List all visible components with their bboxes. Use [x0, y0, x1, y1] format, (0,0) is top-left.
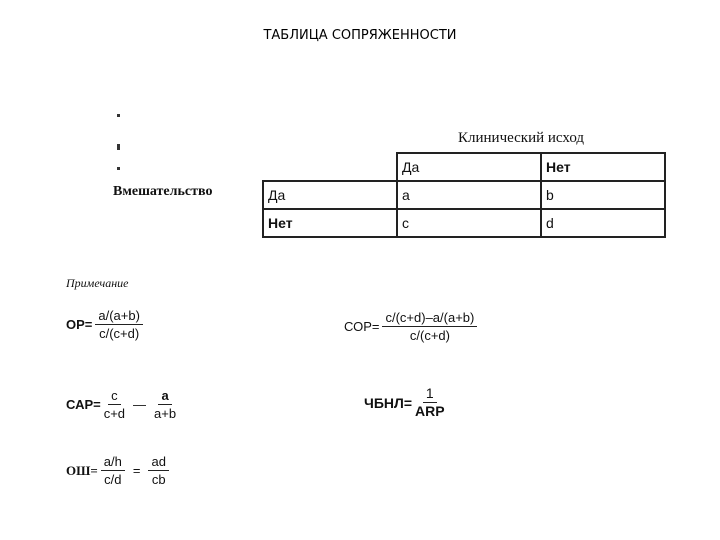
denominator: cb	[151, 472, 166, 487]
fraction	[104, 388, 125, 421]
formula-label: САР=	[66, 397, 101, 412]
fraction	[415, 386, 445, 419]
formula-number-needed-to-treat	[364, 386, 445, 419]
column-group-header: Клинический исход	[458, 130, 585, 146]
denominator: ARP	[415, 403, 445, 419]
numerator: ad	[148, 454, 168, 471]
numerator: 1	[423, 386, 437, 403]
formula-relative-risk-reduction	[344, 310, 477, 343]
formula-relative-risk	[66, 308, 143, 341]
row-header-no: Нет	[263, 209, 397, 237]
numerator: a	[158, 388, 171, 405]
column-header-yes: Да	[397, 153, 541, 181]
cell-c: c	[397, 209, 541, 237]
denominator: c/(c+d)	[99, 326, 140, 341]
formula-label: ЧБНЛ=	[364, 394, 413, 411]
numerator: a/h	[101, 454, 125, 471]
denominator: a+b	[154, 406, 177, 421]
fraction	[154, 388, 176, 421]
table-row	[263, 209, 665, 237]
formula-label: СОР=	[344, 319, 380, 334]
bullet-mark	[117, 167, 120, 170]
note-label: Примечание	[66, 276, 129, 290]
fraction	[382, 310, 477, 343]
formula-label: ОР=	[66, 317, 93, 332]
equals-sign: =	[132, 463, 141, 478]
contingency-table	[262, 152, 666, 238]
cell-b: b	[541, 181, 665, 209]
table-row	[263, 181, 665, 209]
numerator: c	[108, 388, 121, 405]
fraction	[101, 454, 125, 487]
minus-sign: —	[133, 397, 147, 412]
formula-label: ОШ=	[66, 462, 98, 478]
cell-a: a	[397, 181, 541, 209]
denominator: c+d	[103, 406, 126, 421]
bullet-mark	[117, 144, 120, 150]
fraction	[148, 454, 168, 487]
formula-odds-ratio	[66, 454, 169, 487]
row-header-yes: Да	[263, 181, 397, 209]
bullet-mark	[117, 114, 120, 117]
page-title: ТАБЛИЦА СОПРЯЖЕННОСТИ	[263, 28, 457, 43]
numerator: a/(a+b)	[95, 308, 143, 325]
table-corner	[263, 153, 397, 181]
fraction	[95, 308, 143, 341]
formula-absolute-risk-reduction	[66, 388, 176, 421]
denominator: c/(c+d)	[409, 328, 450, 343]
cell-d: d	[541, 209, 665, 237]
row-group-header: Вмешательство	[113, 184, 213, 199]
column-header-no: Нет	[541, 153, 665, 181]
numerator: c/(c+d)–a/(a+b)	[382, 310, 477, 327]
table-header-row	[263, 153, 665, 181]
denominator: c/d	[104, 472, 122, 487]
